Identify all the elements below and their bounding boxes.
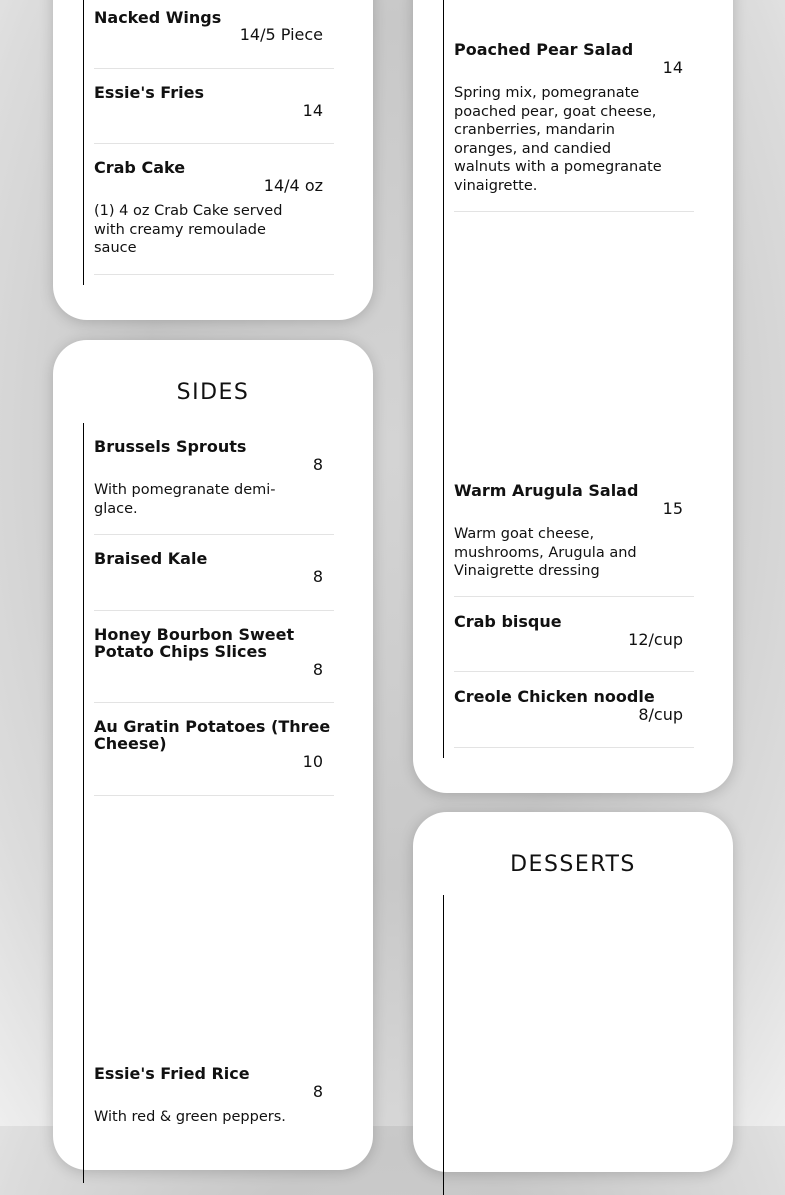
menu-item-price: 8: [312, 1082, 323, 1101]
menu-item-name: Crab bisque: [454, 612, 562, 631]
menu-item-name: Essie's Fries: [94, 83, 204, 102]
menu-item-name: Poached Pear Salad: [454, 40, 634, 59]
menu-item-price: 12/cup: [628, 630, 683, 649]
menu-item-price: 8/cup: [638, 705, 683, 724]
menu-card-desserts: [413, 812, 733, 1172]
menu-item[interactable]: [454, 482, 694, 592]
card-divider-line: [83, 0, 84, 285]
menu-item-description: With pomegranate demi-glace.: [94, 482, 276, 517]
menu-card-starters: [53, 0, 373, 320]
section-title: SIDES: [176, 380, 250, 405]
section-title: DESSERTS: [510, 852, 636, 877]
menu-item-price: 8: [312, 660, 323, 679]
item-separator: [454, 747, 694, 748]
menu-item[interactable]: [94, 84, 334, 144]
item-separator: [454, 671, 694, 672]
menu-item-name: Crab Cake: [94, 158, 186, 177]
menu-item[interactable]: [454, 41, 694, 201]
menu-item-name: Warm Arugula Salad: [454, 481, 639, 500]
menu-item[interactable]: [94, 159, 334, 269]
card-divider-line: [83, 423, 84, 1183]
menu-item[interactable]: [94, 626, 334, 702]
menu-item-price: 15: [662, 499, 683, 518]
menu-item-name: Honey Bourbon Sweet Potato Chips Slices: [94, 625, 295, 661]
menu-item-description: Spring mix, pomegranate poached pear, goat cheese, cranberries, mandarin oranges, and candied walnuts with a pomegranate vinaigrette.: [454, 85, 662, 194]
menu-item[interactable]: [94, 550, 334, 610]
menu-item[interactable]: [454, 613, 694, 673]
item-separator: [454, 211, 694, 212]
item-separator: [94, 68, 334, 69]
menu-item-name: Creole Chicken noodle: [454, 687, 655, 706]
menu-item-name: Braised Kale: [94, 549, 208, 568]
item-separator: [94, 702, 334, 703]
menu-item-description: With red & green peppers.: [94, 1109, 286, 1125]
menu-item-price: 14: [662, 58, 683, 77]
item-separator: [94, 534, 334, 535]
menu-item-price: 14: [302, 101, 323, 120]
menu-item-name: Nacked Wings: [94, 8, 222, 27]
menu-item-name: Brussels Sprouts: [94, 437, 247, 456]
menu-item-name: Au Gratin Potatoes (Three Cheese): [94, 717, 331, 753]
item-separator: [94, 795, 334, 796]
menu-item-price: 8: [312, 567, 323, 586]
menu-item[interactable]: [94, 438, 334, 528]
card-divider-line: [443, 0, 444, 758]
menu-item[interactable]: [94, 9, 334, 69]
menu-item[interactable]: [454, 688, 694, 748]
menu-card-salads-soups: [413, 0, 733, 793]
menu-item-description: Warm goat cheese, mushrooms, Arugula and Vinaigrette dressing: [454, 526, 637, 579]
item-separator: [94, 610, 334, 611]
menu-item-price: 10: [302, 752, 323, 771]
menu-item[interactable]: [94, 718, 334, 794]
menu-card-sides: [53, 340, 373, 1170]
menu-item-price: 8: [312, 455, 323, 474]
menu-item-price: 14/5 Piece: [239, 25, 323, 44]
item-separator: [94, 143, 334, 144]
menu-item-price: 14/4 oz: [263, 176, 323, 195]
item-separator: [94, 274, 334, 275]
item-separator: [454, 596, 694, 597]
menu-item-description: (1) 4 oz Crab Cake served with creamy remoulade sauce: [94, 203, 283, 256]
menu-item-name: Essie's Fried Rice: [94, 1064, 250, 1083]
card-divider-line: [443, 895, 444, 1195]
menu-item[interactable]: [94, 1065, 334, 1155]
